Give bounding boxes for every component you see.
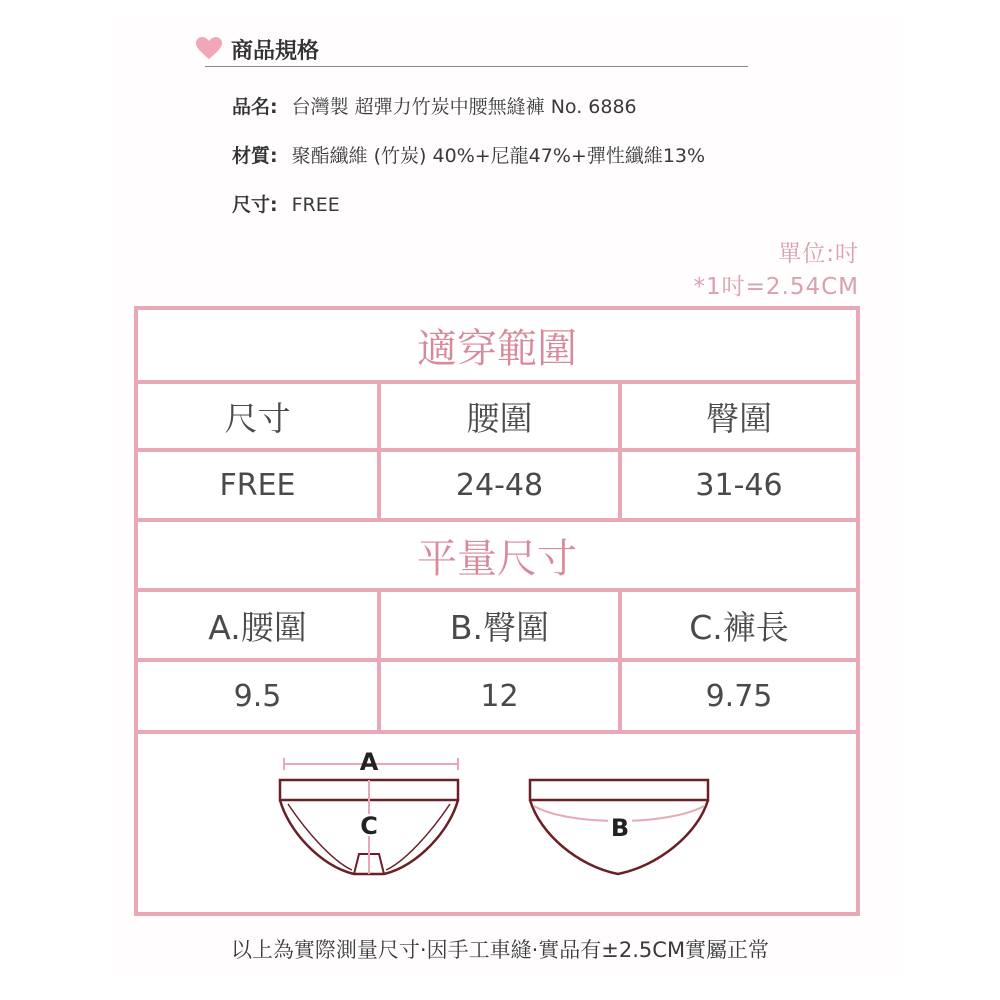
diagram-label-b: B	[610, 814, 630, 842]
spec-label: 尺寸:	[232, 194, 278, 216]
table-header-cell: B.臀圍	[449, 607, 550, 647]
unit-conversion: *1吋=2.54CM	[693, 274, 859, 300]
table-cell: 9.5	[233, 678, 282, 714]
measurement-diagram	[138, 734, 856, 912]
unit-label: 單位:吋	[778, 241, 859, 267]
fit-range-title: 適穿範圍	[417, 325, 577, 372]
table-header-cell: 腰圍	[466, 398, 533, 438]
table-cell: 24-48	[455, 467, 544, 503]
table-header-cell: 尺寸	[224, 398, 291, 438]
heart-icon	[195, 36, 223, 60]
spec-value: 台灣製 超彈力竹炭中腰無縫褲 No. 6886	[291, 96, 637, 118]
table-cell: 9.75	[705, 678, 773, 714]
size-table	[134, 306, 860, 916]
spec-row-name	[232, 92, 637, 119]
section-divider	[205, 66, 748, 67]
table-header-cell: C.褲長	[689, 607, 789, 647]
diagram-label-c: C	[360, 812, 378, 840]
table-header-cell: A.腰圍	[208, 607, 307, 647]
spec-row-size	[232, 190, 340, 217]
table-header-cell: 臀圍	[706, 398, 772, 438]
section-title: 商品規格	[231, 39, 320, 64]
spec-label: 材質:	[232, 145, 278, 167]
table-cell: FREE	[219, 467, 296, 503]
spec-value: FREE	[291, 194, 340, 216]
diagram-label-a: A	[359, 748, 379, 776]
table-cell: 12	[480, 678, 519, 714]
spec-row-material	[232, 141, 705, 168]
table-cell: 31-46	[695, 467, 783, 503]
spec-label: 品名:	[232, 96, 278, 118]
spec-value: 聚酯纖維 (竹炭) 40%+尼龍47%+彈性纖維13%	[291, 145, 706, 167]
footer-note: 以上為實際測量尺寸·因手工車縫·實品有±2.5CM實屬正常	[230, 938, 770, 962]
flat-size-title: 平量尺寸	[417, 535, 577, 582]
